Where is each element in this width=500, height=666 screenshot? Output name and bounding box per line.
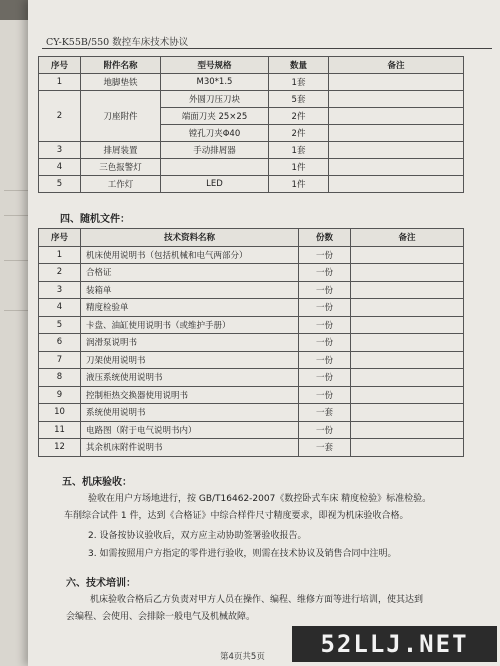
cell: 手动排屑器 [161,142,269,159]
header-cell: 型号规格 [161,57,269,74]
table-row [39,316,464,334]
cell [329,91,464,108]
cell: 1 [39,74,81,91]
cell [351,264,464,282]
cell [329,74,464,91]
document-header: CY-K55B/550 数控车床技术协议 [46,37,189,48]
cell: 卡盘、油缸使用说明书（或维护手册） [81,316,299,334]
cell: 3 [39,281,81,299]
header-cell: 备注 [329,57,464,74]
paragraph: 机床验收合格后乙方负责对甲方人员在操作、编程、维修方面等进行培训，使其达到 [90,595,424,605]
cell: 1件 [269,176,329,193]
table-row [39,421,464,439]
cell [351,351,464,369]
cell: 一份 [299,281,351,299]
table-row [39,334,464,352]
cell [329,159,464,176]
cell: 7 [39,351,81,369]
table-header-row [39,229,464,247]
cell [161,159,269,176]
table-row [39,404,464,422]
cell: 三色报警灯 [81,159,161,176]
header-cell: 附件名称 [81,57,161,74]
cell: 镗孔刀夹Φ40 [161,125,269,142]
table-row [39,439,464,457]
paragraph: 验收在用户方场地进行，按 GB/T16462-2007《数控卧式车床 精度检验》标准检验。 [88,494,432,504]
cell: 5套 [269,91,329,108]
cell: 一份 [299,386,351,404]
table-row [39,246,464,264]
cell: 刀架使用说明书 [81,351,299,369]
paragraph: 3. 如需按照用户方指定的零件进行验收，则需在技术协议及销售合同中注明。 [88,549,397,559]
cell: 1件 [269,159,329,176]
cell: 外圆刀压刀块 [161,91,269,108]
table-row [39,91,464,108]
cell: 2件 [269,125,329,142]
section-title-documents: 四、随机文件： [60,214,130,225]
cell: 电路图（附于电气说明书内） [81,421,299,439]
cell: LED [161,176,269,193]
cell: 一套 [299,404,351,422]
cell [351,316,464,334]
cell: 2 [39,91,81,142]
table-row [39,369,464,387]
cell [351,281,464,299]
cell: 端面刀夹 25×25 [161,108,269,125]
cell [329,125,464,142]
cell: 5 [39,316,81,334]
documents-table [38,228,464,457]
cell: 5 [39,176,81,193]
cell [351,369,464,387]
cell: 8 [39,369,81,387]
cell: 润滑泵说明书 [81,334,299,352]
cell: 地脚垫铁 [81,74,161,91]
cell: 合格证 [81,264,299,282]
cell: 刀座附件 [81,91,161,142]
cell: 工作灯 [81,176,161,193]
cell [351,421,464,439]
cell: 9 [39,386,81,404]
header-cell: 份数 [299,229,351,247]
table-row [39,386,464,404]
cell: 控制柜热交换器使用说明书 [81,386,299,404]
cell: 4 [39,159,81,176]
cell: 10 [39,404,81,422]
cell: 一份 [299,351,351,369]
cell [329,108,464,125]
cell: 1套 [269,74,329,91]
cell: 一份 [299,421,351,439]
cell: 12 [39,439,81,457]
accessories-table [38,56,464,193]
paragraph: 车削综合试件 1 件，达到《合格证》中综合样件尺寸精度要求，即视为机床验收合格。 [64,511,409,521]
header-cell: 数量 [269,57,329,74]
cell: 一份 [299,264,351,282]
cell [329,176,464,193]
header-cell: 备注 [351,229,464,247]
cell [329,142,464,159]
table-row [39,74,464,91]
page-number: 第4页共5页 [220,652,265,662]
documents-table-body [39,246,464,456]
table-header-row [39,57,464,74]
cell: 一份 [299,246,351,264]
section-title-training: 六、技术培训： [66,578,136,589]
cell: 其余机床附件说明书 [81,439,299,457]
cell: 2 [39,264,81,282]
cell: 一套 [299,439,351,457]
paragraph: 会编程、会使用、会排除一般电气及机械故障。 [66,612,256,622]
cell [351,299,464,317]
cell: 2件 [269,108,329,125]
watermark-logo: 52LLJ.NET [292,626,497,662]
header-rule [42,48,492,49]
cell: 4 [39,299,81,317]
cell [351,404,464,422]
table-row [39,176,464,193]
cell: 1套 [269,142,329,159]
table-row [39,299,464,317]
table-row [39,351,464,369]
cell: 3 [39,142,81,159]
cell: 一份 [299,299,351,317]
section-title-acceptance: 五、机床验收： [62,477,132,488]
cell [351,386,464,404]
cell: M30*1.5 [161,74,269,91]
cell: 装箱单 [81,281,299,299]
cell: 排屑装置 [81,142,161,159]
cell: 1 [39,246,81,264]
cell: 系统使用说明书 [81,404,299,422]
header-cell: 序号 [39,229,81,247]
cell: 一份 [299,316,351,334]
table-row [39,159,464,176]
cell [351,334,464,352]
table-row [39,281,464,299]
cell: 精度检验单 [81,299,299,317]
cell [351,439,464,457]
header-cell: 序号 [39,57,81,74]
paragraph: 2. 设备按协议验收后，双方应主动协助签署验收报告。 [88,531,307,541]
table-row [39,264,464,282]
cell: 一份 [299,334,351,352]
cell: 机床使用说明书（包括机械和电气两部分） [81,246,299,264]
cell [351,246,464,264]
table-row [39,142,464,159]
cell: 一份 [299,369,351,387]
cell: 6 [39,334,81,352]
cell: 液压系统使用说明书 [81,369,299,387]
header-cell: 技术资料名称 [81,229,299,247]
cell: 11 [39,421,81,439]
